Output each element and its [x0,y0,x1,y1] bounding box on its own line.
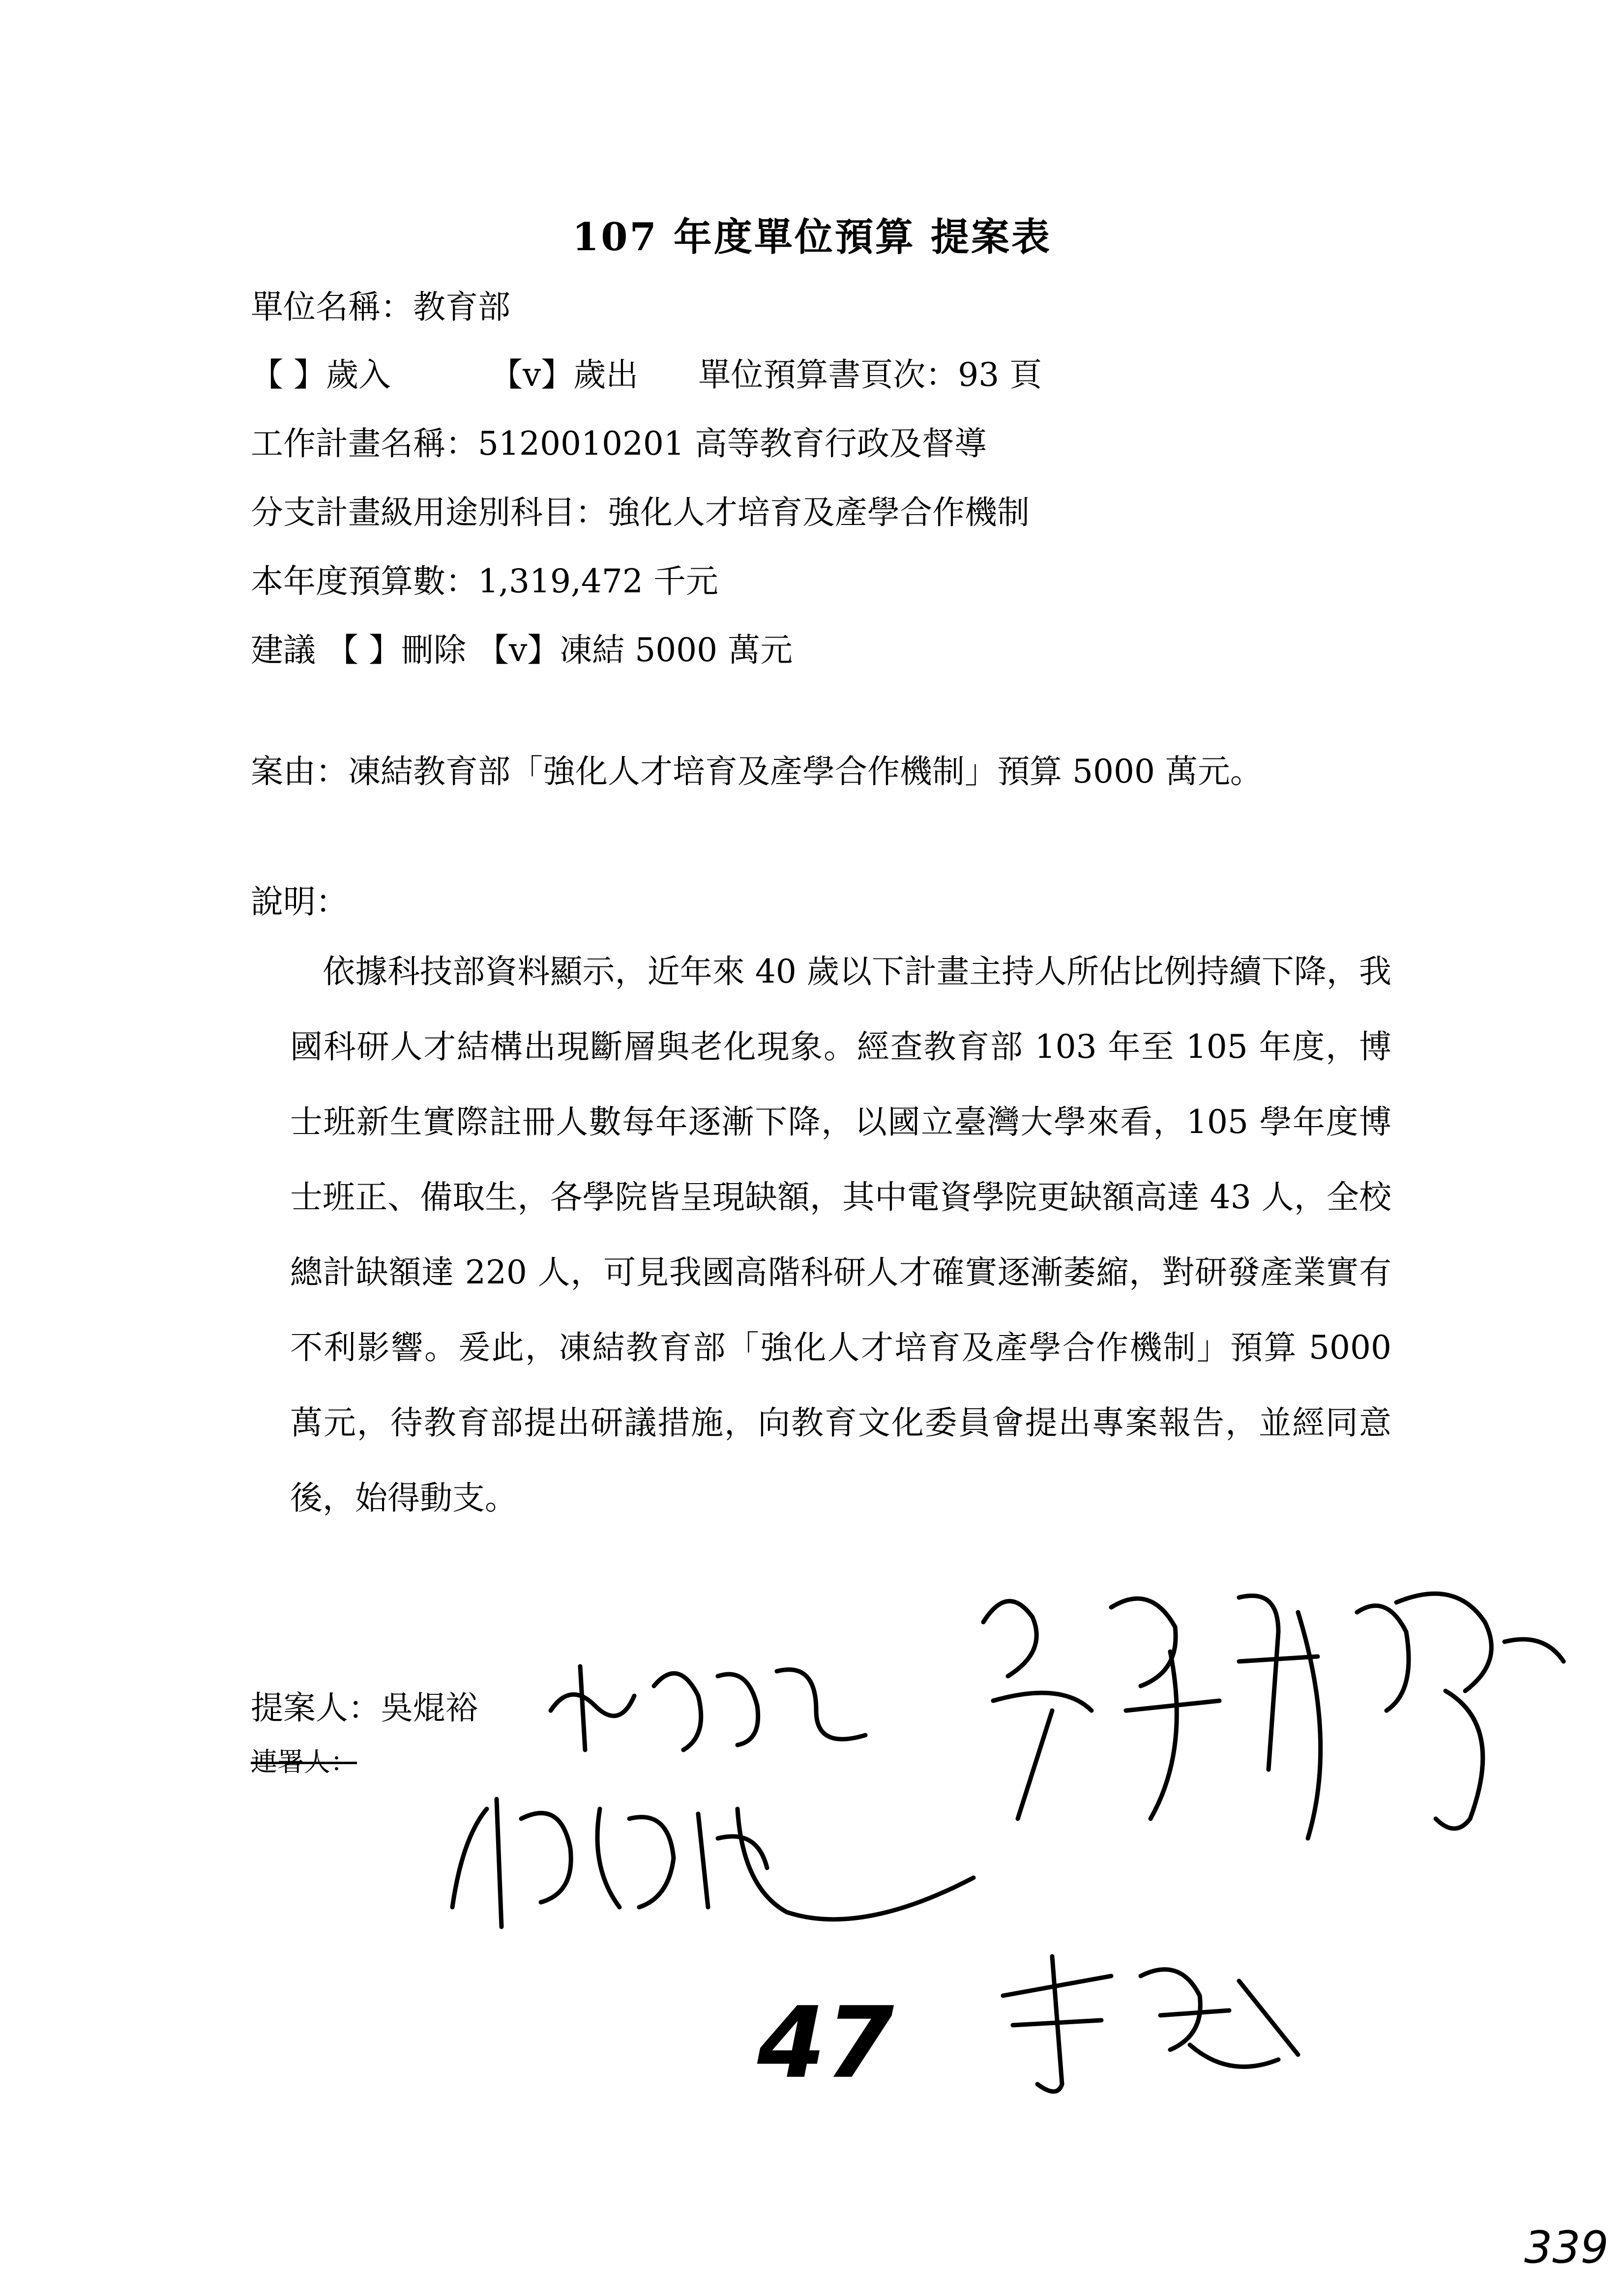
handwritten-number: 47 [757,1986,894,2100]
form-title: 107 年度單位預算 提案表 [572,215,1052,260]
cosigner-label: 連署人： [251,1746,357,1777]
budget-type-row [251,353,1042,397]
suggestion: 建議 【 】刪除 【v】凍結 5000 萬元 [251,631,793,669]
proposer: 提案人：吳焜裕 [251,1689,478,1727]
signature-2 [964,1563,1603,1868]
signature-1 [541,1637,885,1765]
unit-name: 單位名稱：教育部 [251,288,510,326]
expenditure-checkbox: 【v】歲出 [490,356,639,394]
signature-4 [983,1937,1303,2099]
explanation-text: 依據科技部資料顯示，近年來 40 歲以下計畫主持人所佔比例持續下降，我國科研人才結構出現斷層與老化現象。經查教育部 103 年至 105 年度，博士班新生實際註冊人數每年逐漸下降，以國立臺灣大學來看，105 學年度博士班正、備取生，各學院皆呈現缺額，其中電資學院更缺額高達 43 人，全校總計缺額達 220 人，可見我國高階科研人才確實逐漸萎縮，對研發產業實有不利影響。爰此，凍結教育部「強化人才培育及產學合作機制」預算 5000 萬元，待教育部提出研議措施，向教育文化委員會提出專案報告，並經同意後，始得動支。 [290,953,1391,1517]
sub-plan: 分支計畫級用途別科目：強化人才培育及產學合作機制 [251,494,1030,531]
budget-amount: 本年度預算數：1,319,472 千元 [251,562,718,600]
explanation-label: 說明： [251,883,348,921]
page-number: 339 [1524,2222,1609,2273]
budget-page-ref: 單位預算書頁次：93 頁 [698,356,1042,394]
case-reason: 案由：凍結教育部「強化人才培育及產學合作機制」預算 5000 萬元。 [251,753,1263,790]
work-plan: 工作計畫名稱：5120010201 高等教育行政及督導 [251,425,987,463]
signature-3 [443,1779,983,1956]
revenue-checkbox: 【 】歲入 [251,356,391,394]
